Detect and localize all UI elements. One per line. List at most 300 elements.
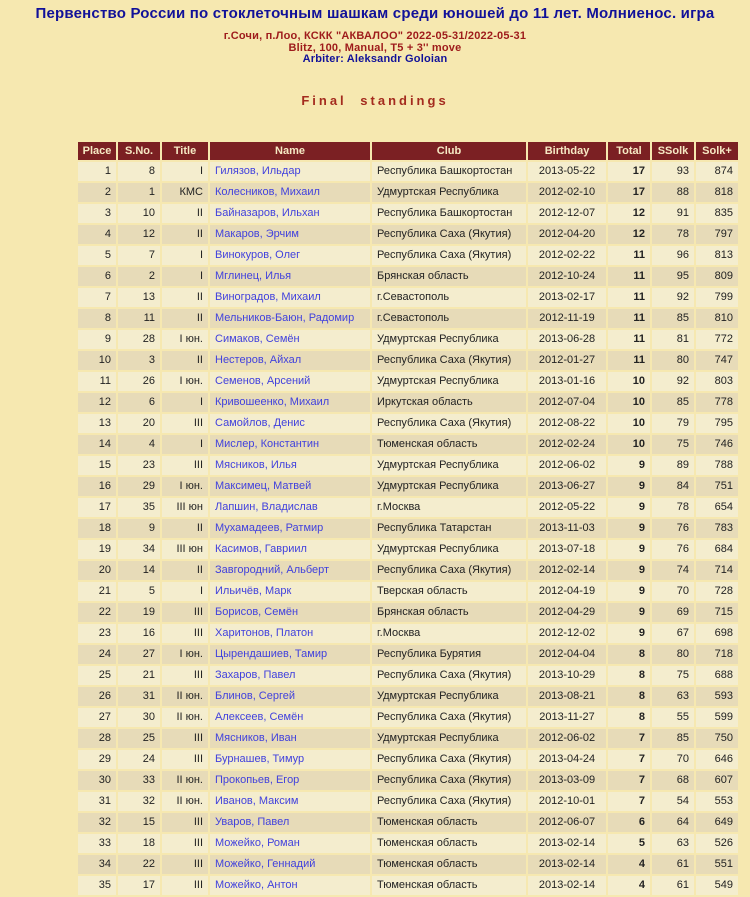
column-header-sno: S.No. [118,142,160,160]
player-link[interactable]: Прокопьев, Егор [215,773,300,786]
cell-place: 35 [78,876,116,895]
cell-birthday: 2012-06-07 [528,813,606,832]
cell-solkplus: 746 [696,435,738,454]
table-row [78,309,738,328]
cell-name [210,624,370,643]
cell-club: Иркутская область [372,393,526,412]
cell-name [210,183,370,202]
cell-title: I [162,393,208,412]
player-link[interactable]: Борисов, Семён [215,605,299,618]
cell-total: 6 [608,813,650,832]
cell-title: КМС [162,183,208,202]
cell-ssolk: 63 [652,834,694,853]
player-link[interactable]: Макаров, Эрчим [215,227,299,240]
cell-club: Удмуртская Республика [372,729,526,748]
cell-name [210,477,370,496]
cell-total: 11 [608,267,650,286]
cell-solkplus: 553 [696,792,738,811]
cell-birthday: 2012-12-02 [528,624,606,643]
cell-solkplus: 549 [696,876,738,895]
cell-total: 8 [608,666,650,685]
cell-sno: 32 [118,792,160,811]
cell-total: 17 [608,162,650,181]
cell-name [210,855,370,874]
table-row [78,225,738,244]
cell-total: 11 [608,288,650,307]
cell-ssolk: 75 [652,666,694,685]
cell-place: 6 [78,267,116,286]
cell-birthday: 2013-06-28 [528,330,606,349]
cell-sno: 4 [118,435,160,454]
table-row [78,246,738,265]
cell-name [210,561,370,580]
cell-sno: 13 [118,288,160,307]
table-row [78,456,738,475]
cell-total: 8 [608,687,650,706]
player-link[interactable]: Завгородний, Альберт [215,563,330,576]
cell-birthday: 2013-02-14 [528,855,606,874]
cell-club: Республика Саха (Якутия) [372,246,526,265]
cell-name [210,687,370,706]
cell-club: Республика Башкортостан [372,204,526,223]
cell-solkplus: 813 [696,246,738,265]
cell-birthday: 2012-05-22 [528,498,606,517]
cell-solkplus: 874 [696,162,738,181]
cell-club: Удмуртская Республика [372,477,526,496]
table-row [78,372,738,391]
cell-name [210,309,370,328]
cell-club: г.Севастополь [372,309,526,328]
cell-sno: 7 [118,246,160,265]
cell-club: Тверская область [372,582,526,601]
cell-club: Республика Саха (Якутия) [372,414,526,433]
cell-title: III [162,855,208,874]
cell-sno: 28 [118,330,160,349]
cell-sno: 31 [118,687,160,706]
cell-place: 24 [78,645,116,664]
cell-place: 20 [78,561,116,580]
cell-total: 17 [608,183,650,202]
cell-solkplus: 803 [696,372,738,391]
cell-solkplus: 654 [696,498,738,517]
table-row [78,771,738,790]
cell-total: 9 [608,603,650,622]
cell-title: I юн. [162,330,208,349]
cell-title: III [162,876,208,895]
player-link[interactable]: Максимец, Матвей [215,479,312,492]
cell-ssolk: 61 [652,855,694,874]
cell-club: Республика Саха (Якутия) [372,225,526,244]
standings-table-body [78,162,738,895]
cell-sno: 14 [118,561,160,580]
player-link[interactable]: Харитонов, Платон [215,626,314,639]
cell-sno: 17 [118,876,160,895]
cell-club: Удмуртская Республика [372,372,526,391]
player-link[interactable]: Мясников, Иван [215,731,297,744]
player-link[interactable]: Кривошеенко, Михаил [215,395,330,408]
cell-sno: 29 [118,477,160,496]
player-link[interactable]: Виноградов, Михаил [215,290,321,303]
table-row [78,540,738,559]
cell-club: Удмуртская Республика [372,687,526,706]
cell-title: III [162,666,208,685]
cell-total: 9 [608,456,650,475]
table-row [78,330,738,349]
cell-solkplus: 751 [696,477,738,496]
cell-birthday: 2013-06-27 [528,477,606,496]
cell-title: II [162,351,208,370]
table-row [78,582,738,601]
cell-title: III [162,624,208,643]
cell-club: Республика Саха (Якутия) [372,351,526,370]
player-link[interactable]: Цырендашиев, Тамир [215,647,328,660]
cell-club: Республика Саха (Якутия) [372,561,526,580]
cell-solkplus: 714 [696,561,738,580]
column-header-ssolk: SSolk [652,142,694,160]
player-link[interactable]: Иванов, Максим [215,794,299,807]
cell-title: II [162,288,208,307]
cell-place: 12 [78,393,116,412]
cell-club: г.Севастополь [372,288,526,307]
cell-title: I [162,582,208,601]
table-row [78,687,738,706]
cell-ssolk: 76 [652,540,694,559]
cell-name [210,813,370,832]
cell-sno: 23 [118,456,160,475]
cell-name [210,519,370,538]
cell-place: 3 [78,204,116,223]
cell-solkplus: 809 [696,267,738,286]
cell-ssolk: 96 [652,246,694,265]
cell-birthday: 2012-02-14 [528,561,606,580]
cell-place: 34 [78,855,116,874]
cell-ssolk: 95 [652,267,694,286]
cell-total: 4 [608,855,650,874]
cell-name [210,645,370,664]
cell-total: 11 [608,330,650,349]
table-row [78,393,738,412]
player-link[interactable]: Мясников, Илья [215,458,297,471]
cell-name [210,351,370,370]
cell-club: Тюменская область [372,435,526,454]
player-link[interactable]: Алексеев, Семён [215,710,304,723]
cell-total: 7 [608,792,650,811]
cell-title: II [162,225,208,244]
player-link[interactable]: Лапшин, Владислав [215,500,318,513]
standings-table-head [78,142,738,160]
cell-sno: 20 [118,414,160,433]
cell-sno: 6 [118,393,160,412]
cell-ssolk: 80 [652,351,694,370]
cell-sno: 30 [118,708,160,727]
cell-sno: 2 [118,267,160,286]
cell-total: 8 [608,708,650,727]
cell-title: III [162,813,208,832]
table-row [78,750,738,769]
table-row [78,708,738,727]
player-link[interactable]: Захаров, Павел [215,668,296,681]
cell-birthday: 2013-10-29 [528,666,606,685]
cell-total: 4 [608,876,650,895]
cell-sno: 12 [118,225,160,244]
cell-birthday: 2013-11-27 [528,708,606,727]
cell-solkplus: 684 [696,540,738,559]
cell-title: II [162,519,208,538]
arbiter-line: Arbiter: Aleksandr Goloian [302,53,448,65]
player-link[interactable]: Нестеров, Айхал [215,353,302,366]
cell-club: Тюменская область [372,876,526,895]
cell-solkplus: 747 [696,351,738,370]
cell-birthday: 2013-11-03 [528,519,606,538]
player-link[interactable]: Касимов, Гавриил [215,542,307,555]
cell-solkplus: 599 [696,708,738,727]
table-row [78,813,738,832]
cell-place: 4 [78,225,116,244]
cell-club: Удмуртская Республика [372,456,526,475]
cell-name [210,582,370,601]
cell-name [210,393,370,412]
cell-name [210,750,370,769]
player-link[interactable]: Винокуров, Олег [215,248,301,261]
cell-total: 8 [608,645,650,664]
cell-solkplus: 750 [696,729,738,748]
cell-title: I юн. [162,477,208,496]
cell-sno: 9 [118,519,160,538]
cell-solkplus: 649 [696,813,738,832]
cell-title: III юн [162,540,208,559]
cell-title: III [162,834,208,853]
cell-name [210,792,370,811]
player-link[interactable]: Ильичёв, Марк [215,584,292,597]
cell-place: 21 [78,582,116,601]
cell-total: 7 [608,750,650,769]
cell-place: 17 [78,498,116,517]
cell-sno: 16 [118,624,160,643]
player-link[interactable]: Мельников-Баюн, Радомир [215,311,355,324]
table-row [78,288,738,307]
cell-title: III [162,456,208,475]
table-row [78,645,738,664]
cell-place: 28 [78,729,116,748]
cell-ssolk: 54 [652,792,694,811]
cell-ssolk: 78 [652,498,694,517]
cell-total: 11 [608,309,650,328]
cell-place: 25 [78,666,116,685]
cell-place: 27 [78,708,116,727]
cell-total: 9 [608,540,650,559]
cell-solkplus: 772 [696,330,738,349]
cell-name [210,498,370,517]
cell-place: 8 [78,309,116,328]
cell-place: 22 [78,603,116,622]
column-header-solkplus: Solk+ [696,142,738,160]
player-link[interactable]: Бурнашев, Тимур [215,752,305,765]
cell-ssolk: 55 [652,708,694,727]
cell-sno: 33 [118,771,160,790]
cell-club: Удмуртская Республика [372,183,526,202]
player-link[interactable]: Мглинец, Илья [215,269,292,282]
cell-total: 7 [608,771,650,790]
cell-club: Республика Саха (Якутия) [372,750,526,769]
player-link[interactable]: Можейко, Геннадий [215,857,316,870]
cell-solkplus: 607 [696,771,738,790]
player-link[interactable]: Симаков, Семён [215,332,300,345]
column-header-birthday: Birthday [528,142,606,160]
cell-birthday: 2012-07-04 [528,393,606,412]
player-link[interactable]: Байназаров, Ильхан [215,206,320,219]
cell-birthday: 2013-03-09 [528,771,606,790]
cell-sno: 3 [118,351,160,370]
player-link[interactable]: Колесников, Михаил [215,185,320,198]
cell-title: II юн. [162,708,208,727]
cell-place: 14 [78,435,116,454]
cell-total: 9 [608,561,650,580]
cell-place: 23 [78,624,116,643]
table-row [78,183,738,202]
column-header-name: Name [210,142,370,160]
cell-name [210,456,370,475]
column-header-total: Total [608,142,650,160]
column-header-club: Club [372,142,526,160]
cell-ssolk: 64 [652,813,694,832]
cell-ssolk: 76 [652,519,694,538]
cell-sno: 27 [118,645,160,664]
cell-title: I юн. [162,645,208,664]
table-row [78,351,738,370]
player-link[interactable]: Гилязов, Ильдар [215,164,301,177]
cell-birthday: 2013-05-22 [528,162,606,181]
cell-name [210,414,370,433]
cell-birthday: 2012-12-07 [528,204,606,223]
player-link[interactable]: Мислер, Константин [215,437,320,450]
cell-birthday: 2013-02-17 [528,288,606,307]
player-link[interactable]: Семенов, Арсений [215,374,311,387]
cell-title: I [162,435,208,454]
cell-name [210,288,370,307]
table-row [78,162,738,181]
cell-birthday: 2012-11-19 [528,309,606,328]
cell-name [210,204,370,223]
player-link[interactable]: Уваров, Павел [215,815,290,828]
cell-total: 12 [608,204,650,223]
cell-place: 30 [78,771,116,790]
cell-club: Республика Бурятия [372,645,526,664]
cell-name [210,666,370,685]
cell-birthday: 2013-02-14 [528,834,606,853]
cell-place: 10 [78,351,116,370]
cell-title: II юн. [162,687,208,706]
cell-name [210,540,370,559]
cell-ssolk: 88 [652,183,694,202]
cell-solkplus: 778 [696,393,738,412]
cell-ssolk: 89 [652,456,694,475]
cell-birthday: 2013-01-16 [528,372,606,391]
cell-name [210,708,370,727]
event-format-line: Blitz, 100, Manual, T5 + 3'' move [288,41,462,54]
cell-title: III [162,414,208,433]
cell-total: 10 [608,435,650,454]
cell-total: 9 [608,498,650,517]
table-row [78,876,738,895]
event-location-line: г.Сочи, п.Лоо, КСКК "АКВАЛОО" 2022-05-31/2022-05-31 [223,30,527,42]
table-row [78,267,738,286]
cell-place: 16 [78,477,116,496]
cell-name [210,834,370,853]
cell-solkplus: 795 [696,414,738,433]
cell-club: Брянская область [372,603,526,622]
cell-place: 32 [78,813,116,832]
table-row [78,561,738,580]
cell-club: Республика Татарстан [372,519,526,538]
event-details [0,31,750,66]
cell-title: II юн. [162,771,208,790]
cell-sno: 24 [118,750,160,769]
cell-name [210,435,370,454]
section-title-final-standings: Final standings [301,92,449,108]
cell-total: 10 [608,372,650,391]
cell-ssolk: 81 [652,330,694,349]
cell-name [210,246,370,265]
table-row [78,792,738,811]
player-link[interactable]: Мухамадеев, Ратмир [215,521,324,534]
cell-ssolk: 63 [652,687,694,706]
cell-name [210,162,370,181]
cell-ssolk: 92 [652,288,694,307]
cell-birthday: 2012-02-24 [528,435,606,454]
cell-place: 15 [78,456,116,475]
cell-ssolk: 70 [652,750,694,769]
cell-sno: 22 [118,855,160,874]
cell-title: II [162,561,208,580]
table-row [78,834,738,853]
cell-club: Республика Саха (Якутия) [372,666,526,685]
cell-birthday: 2012-04-20 [528,225,606,244]
cell-sno: 10 [118,204,160,223]
cell-ssolk: 92 [652,372,694,391]
cell-ssolk: 75 [652,435,694,454]
cell-ssolk: 68 [652,771,694,790]
cell-sno: 18 [118,834,160,853]
cell-birthday: 2012-06-02 [528,729,606,748]
table-row [78,519,738,538]
cell-solkplus: 783 [696,519,738,538]
cell-solkplus: 646 [696,750,738,769]
player-link[interactable]: Можейко, Роман [215,836,300,849]
cell-name [210,729,370,748]
cell-birthday: 2012-04-19 [528,582,606,601]
player-link[interactable]: Блинов, Сергей [215,689,296,702]
cell-total: 9 [608,582,650,601]
cell-solkplus: 799 [696,288,738,307]
table-row [78,603,738,622]
cell-ssolk: 80 [652,645,694,664]
cell-sno: 1 [118,183,160,202]
cell-total: 10 [608,414,650,433]
cell-place: 13 [78,414,116,433]
cell-solkplus: 715 [696,603,738,622]
cell-place: 9 [78,330,116,349]
cell-club: Тюменская область [372,813,526,832]
cell-club: Тюменская область [372,855,526,874]
cell-place: 31 [78,792,116,811]
cell-birthday: 2013-02-14 [528,876,606,895]
cell-club: Брянская область [372,267,526,286]
cell-sno: 26 [118,372,160,391]
player-link[interactable]: Можейко, Антон [215,878,298,891]
player-link[interactable]: Самойлов, Денис [215,416,305,429]
cell-sno: 34 [118,540,160,559]
cell-solkplus: 810 [696,309,738,328]
